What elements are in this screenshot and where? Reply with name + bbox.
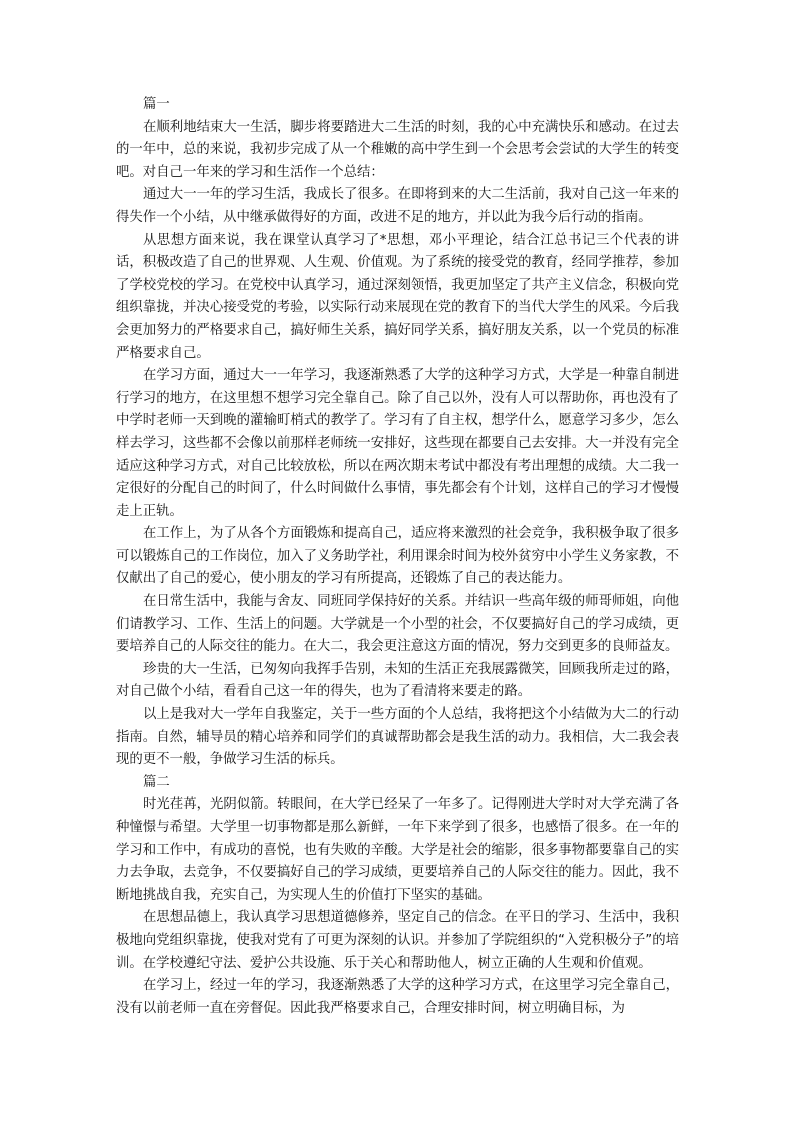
paragraph: 在学习上，经过一年的学习，我逐渐熟悉了大学的这种学习方式，在这里学习完全靠自己，没有以前老师一直在旁督促。因此我严格要求自己，合理安排时间，树立明确目标，为 — [116, 978, 679, 1016]
paragraph: 在工作上，为了从各个方面锻炼和提高自己，适应将来激烈的社会竞争，我积极争取了很多可以锻炼自己的工作岗位，加入了义务助学社，利用课余时间为校外贫穷中小学生义务家教，不仅献出了自己的爱心，使小朋友的学习有所提高，还锻炼了自己的表达能力。 — [116, 526, 679, 587]
paragraph: 通过大一一年的学习生活，我成长了很多。在即将到来的大二生活前，我对自己这一年来的得失作一个小结，从中继承做得好的方面，改进不足的地方，并以此为我今后行动的指南。 — [116, 187, 679, 225]
paragraph: 在顺利地结束大一生活，脚步将要踏进大二生活的时刻，我的心中充满快乐和感动。在过去的一年中，总的来说，我初步完成了从一个稚嫩的高中学生到一个会思考会尝试的大学生的转变吧。对自己一年来的学习和生活作一个总结： — [116, 119, 679, 180]
section-heading-1: 篇一 — [143, 97, 170, 112]
paragraph: 以上是我对大一学年自我鉴定，关于一些方面的个人总结，我将把这个小结做为大二的行动指南。自然，辅导员的精心培养和同学们的真诚帮助都会是我生活的动力。我相信，大二我会表现的更不一般，争做学习生活的标兵。 — [116, 707, 679, 768]
paragraph: 从思想方面来说，我在课堂认真学习了*思想，邓小平理论，结合江总书记三个代表的讲话，积极改造了自己的世界观、人生观、价值观。为了系统的接受党的教育，经同学推荐，参加了学校党校的学习。在党校中认真学习，通过深刻领悟，我更加坚定了共产主义信念，积极向党组织靠拢，并决心接受党的考验，以实际行动来展现在党的教育下的当代大学生的风采。今后我会更加努力的严格要求自己，搞好师生关系，搞好同学关系，搞好朋友关系，以一个党员的标准严格要求自己。 — [116, 232, 679, 361]
paragraph: 时光荏苒，光阴似箭。转眼间，在大学已经呆了一年多了。记得刚进大学时对大学充满了各种憧憬与希望。大学里一切事物都是那么新鲜，一年下来学到了很多，也感悟了很多。在一年的学习和工作中，有成功的喜悦，也有失败的辛酸。大学是社会的缩影，很多事物都要靠自己的实力去争取，去竞争，不仅要搞好自己的学习成绩，更要培养自己的人际交往的能力。因此，我不断地挑战自我，充实自己，为实现人生的价值打下坚实的基础。 — [116, 797, 679, 903]
paragraph: 珍贵的大一生活，已匆匆向我挥手告别，未知的生活正充我展露微笑，回顾我所走过的路，对自己做个小结，看看自己这一年的得失，也为了看清将来要走的路。 — [116, 661, 679, 700]
document-page — [116, 94, 679, 1020]
paragraph: 在日常生活中，我能与舍友、同班同学保持好的关系。并结识一些高年级的师哥师姐，向他们请教学习、工作、生活上的问题。大学就是一个小型的社会，不仅要搞好自己的学习成绩，更要培养自己的人际交往的能力。在大二，我会更注意这方面的情况，努力交到更多的良师益友。 — [116, 594, 679, 655]
paragraph: 在思想品德上，我认真学习思想道德修养，坚定自己的信念。在平日的学习、生活中，我积极地向党组织靠拢，使我对党有了可更为深刻的认识。并参加了学院组织的“入党积极分子”的培训。在学校遵纪守法、爱护公共设施、乐于关心和帮助他人，树立正确的人生观和价值观。 — [116, 910, 679, 971]
section-heading-2: 篇二 — [143, 774, 170, 790]
paragraph: 在学习方面，通过大一一年学习，我逐渐熟悉了大学的这种学习方式，大学是一种靠自制进行学习的地方，在这里想不想学习完全靠自己。除了自己以外，没有人可以帮助你，再也没有了中学时老师一天到晚的灌输町梢式的教学了。学习有了自主权，想学什么，愿意学习多少，怎么样去学习，这些都不会像以前那样老师统一安排好，这些现在都要自己去安排。大一并没有完全适应这种学习方式，对自己比较放松，所以在两次期末考试中都没有考出理想的成绩。大二我一定很好的分配自己的时间了，什么时间做什么事情，事先都会有个计划，这样自己的学习才慢慢走上正轨。 — [116, 368, 679, 519]
